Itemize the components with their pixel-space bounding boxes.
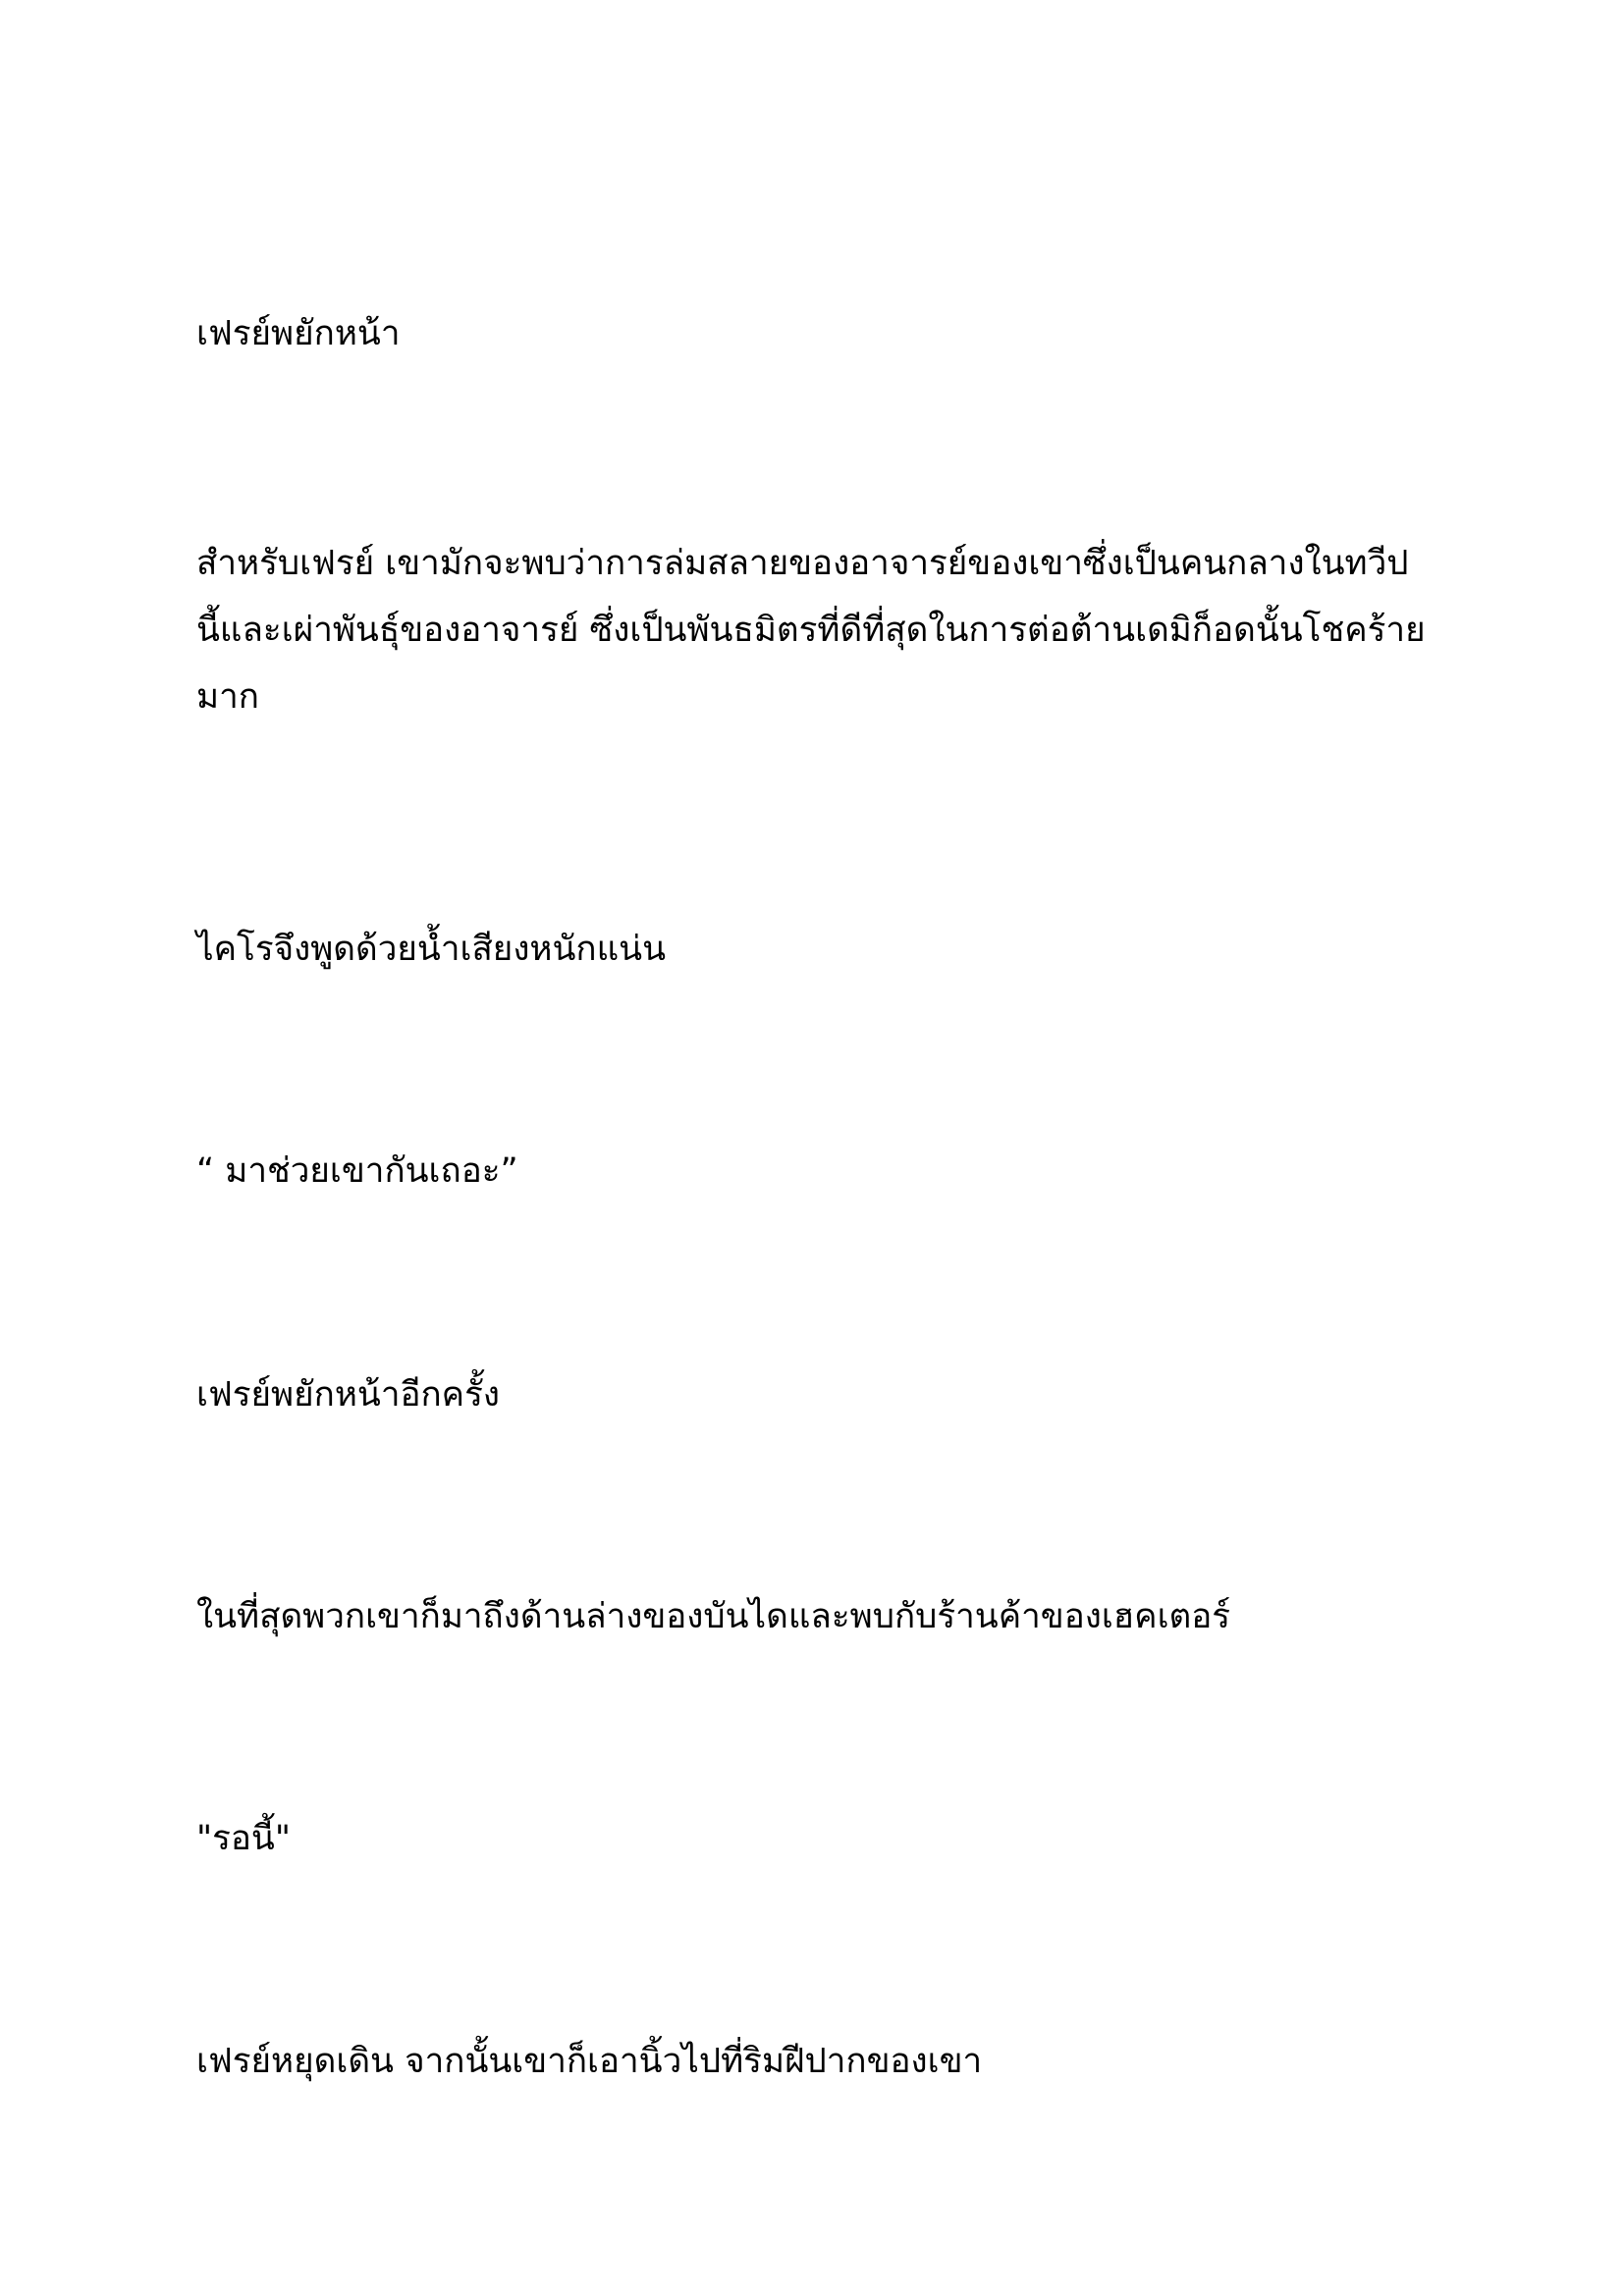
text-line: ไคโรจึงพูดด้วยน้ำเสียงหนักแน่น — [196, 930, 667, 969]
text-line: เฟรย์พยักหน้าอีกครั้ง — [196, 1375, 500, 1415]
paragraph-3 — [196, 916, 1434, 983]
text-line: สำหรับเฟรย์ เขามักจะพบว่าการล่มสลายของอาจารย์ของเขาซึ่งเป็นคนกลางในทวีป — [196, 544, 1409, 583]
paragraph-5 — [196, 1362, 1434, 1428]
text-line: เฟรย์หยุดเดิน จากนั้นเขาก็เอานิ้วไปที่ริมฝีปากของเขา — [196, 2042, 983, 2081]
text-line: “ มาช่วยเขากันเถอะ” — [196, 1151, 518, 1191]
paragraph-2 — [196, 530, 1434, 730]
paragraph-8 — [196, 2028, 1434, 2095]
text-line: นี้และเผ่าพันธุ์ของอาจารย์ ซึ่งเป็นพันธมิตรที่ดีที่สุดในการต่อต้านเดมิก็อดนั้นโชคร้าย — [196, 611, 1426, 650]
text-line: เฟรย์พยักหน้า — [196, 314, 401, 353]
paragraph-4 — [196, 1138, 1434, 1204]
text-line: มาก — [196, 677, 259, 717]
text-line: "รอนี้" — [196, 1819, 291, 1858]
paragraph-6 — [196, 1583, 1434, 1650]
paragraph-7 — [196, 1805, 1434, 1872]
paragraph-1 — [196, 300, 1434, 367]
text-line: ในที่สุดพวกเขาก็มาถึงด้านล่างของบันไดและพบกับร้านค้าของเฮคเตอร์ — [196, 1597, 1231, 1636]
